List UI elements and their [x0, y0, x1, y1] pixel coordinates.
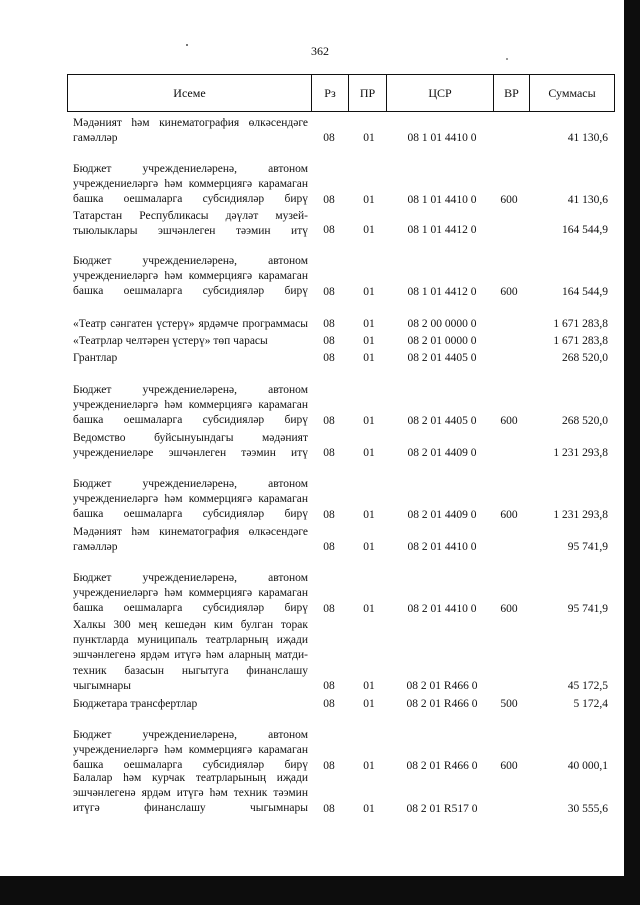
row-pr: 01 [363, 334, 375, 347]
row-sum: 1 671 283,8 [553, 317, 608, 330]
row-rz: 08 [323, 334, 335, 347]
row-sum: 41 130,6 [567, 193, 608, 206]
row-csr: 08 1 01 4412 0 [407, 285, 477, 298]
row-name: Бюджет учреждениеләренә, автоном учреждениеләргә һәм коммерциягә карамаган башка оешмаларга субсидияләр бирү [73, 572, 308, 615]
row-csr: 08 1 01 4412 0 [407, 223, 477, 236]
row-pr: 01 [363, 602, 375, 615]
row-pr: 01 [363, 285, 375, 298]
row-pr: 01 [363, 317, 375, 330]
row-csr: 08 2 01 4410 0 [407, 540, 477, 553]
row-csr: 08 2 01 R466 0 [406, 759, 478, 772]
row-name: «Театрлар челтәрен үстерү» төп чарасы [73, 335, 268, 347]
row-rz: 08 [323, 351, 335, 364]
row-pr: 01 [363, 446, 375, 459]
table-row [0, 618, 620, 694]
row-csr: 08 2 01 4405 0 [407, 351, 477, 364]
row-rz: 08 [323, 540, 335, 553]
table-row [0, 116, 620, 146]
row-name: Грантлар [73, 352, 118, 364]
row-name: Бюджетара трансфертлар [73, 698, 198, 710]
row-csr: 08 2 01 0000 0 [407, 334, 477, 347]
row-vr: 600 [500, 414, 518, 427]
row-sum: 268 520,0 [562, 351, 608, 364]
row-csr: 08 2 00 0000 0 [407, 317, 477, 330]
row-csr: 08 2 01 4409 0 [407, 446, 477, 459]
row-pr: 01 [363, 351, 375, 364]
row-csr: 08 2 01 4405 0 [407, 414, 477, 427]
table-row [0, 771, 620, 817]
table-row [0, 525, 620, 555]
row-rz: 08 [323, 193, 335, 206]
row-name: Бюджет учреждениеләренә, автоном учреждениеләргә һәм коммерциягә карамаган башка оешмаларга субсидияләр бирү [73, 729, 308, 772]
row-name: Бюджет учреждениеләренә, автоном учреждениеләргә һәм коммерциягә карамаган башка оешмаларга субсидияләр бирү [73, 384, 308, 427]
row-rz: 08 [323, 759, 335, 772]
row-rz: 08 [323, 679, 335, 692]
row-name: Татарстан Республикасы дәүләт музей-тыюлыклары эшчәнлеген тәэмин итү [73, 210, 308, 238]
row-name: Бюджет учреждениеләренә, автоном учреждениеләргә һәм коммерциягә карамаган башка оешмаларга субсидияләр бирү [73, 478, 308, 521]
table-row [0, 302, 620, 332]
row-csr: 08 2 01 4409 0 [407, 508, 477, 521]
row-pr: 01 [363, 697, 375, 710]
row-sum: 40 000,1 [567, 759, 608, 772]
row-vr: 500 [500, 697, 518, 710]
page-number: 362 [311, 44, 329, 58]
table-row [0, 696, 620, 712]
row-pr: 01 [363, 540, 375, 553]
row-pr: 01 [363, 508, 375, 521]
header-rz: Рз [312, 75, 349, 111]
header-csr: ЦСР [387, 75, 494, 111]
table-row [0, 209, 620, 238]
table-row [0, 350, 620, 366]
row-sum: 1 671 283,8 [553, 334, 608, 347]
row-rz: 08 [323, 223, 335, 236]
scan-border-bottom [0, 876, 640, 905]
row-csr: 08 1 01 4410 0 [407, 193, 477, 206]
row-sum: 5 172,4 [573, 697, 608, 710]
row-pr: 01 [363, 193, 375, 206]
row-rz: 08 [323, 602, 335, 615]
row-csr: 08 2 01 R466 0 [406, 697, 478, 710]
row-sum: 1 231 293,8 [553, 446, 608, 459]
row-vr: 600 [500, 759, 518, 772]
row-name: Мәдәният һәм кинематография өлкәсендәге гамәлләр [73, 117, 308, 145]
row-rz: 08 [323, 131, 335, 144]
header-vr: ВР [494, 75, 530, 111]
row-name: Балалар һәм курчак театрларының иҗади эшчәнлегенә ярдәм итүгә һәм техник тәэмин итүгә финанслашу чыгымнары [73, 772, 308, 815]
row-pr: 01 [363, 802, 375, 815]
row-rz: 08 [323, 697, 335, 710]
row-pr: 01 [363, 414, 375, 427]
table-row [0, 368, 620, 429]
table-row [0, 462, 620, 523]
table-row [0, 147, 620, 208]
row-sum: 164 544,9 [562, 285, 608, 298]
row-sum: 95 741,9 [567, 540, 608, 553]
header-pr: ПР [349, 75, 387, 111]
row-pr: 01 [363, 131, 375, 144]
row-rz: 08 [323, 802, 335, 815]
table-row [0, 431, 620, 461]
row-sum: 164 544,9 [562, 223, 608, 236]
row-rz: 08 [323, 317, 335, 330]
row-name: Халкы 300 мең кешедән ким булган торак пунктларда муниципаль театрларның иҗади эшчәнлегенә ярдәм итүгә һәм аларның матди-техник базасын ныгытуга финанслашу чыгымнары [73, 619, 308, 692]
row-csr: 08 2 01 4410 0 [407, 602, 477, 615]
row-sum: 45 172,5 [567, 679, 608, 692]
row-name: Мәдәният һәм кинематография өлкәсендәге гамәлләр [73, 526, 308, 554]
row-name: «Театр сәнгатен үстерү» ярдәмче программасы [73, 318, 308, 330]
row-name: Бюджет учреждениеләренә, автоном учреждениеләргә һәм коммерциягә карамаган башка оешмаларга субсидияләр бирү [73, 163, 308, 206]
row-csr: 08 2 01 R517 0 [406, 802, 478, 815]
row-csr: 08 1 01 4410 0 [407, 131, 477, 144]
table-row [0, 239, 620, 300]
row-rz: 08 [323, 285, 335, 298]
row-sum: 41 130,6 [567, 131, 608, 144]
table-row [0, 333, 620, 349]
header-sum: Суммасы [548, 86, 596, 100]
table-row [0, 556, 620, 617]
row-sum: 1 231 293,8 [553, 508, 608, 521]
row-rz: 08 [323, 508, 335, 521]
row-pr: 01 [363, 679, 375, 692]
row-vr: 600 [500, 285, 518, 298]
table-row [0, 713, 620, 774]
row-pr: 01 [363, 223, 375, 236]
row-rz: 08 [323, 446, 335, 459]
row-csr: 08 2 01 R466 0 [406, 679, 478, 692]
row-pr: 01 [363, 759, 375, 772]
row-vr: 600 [500, 602, 518, 615]
header-name: Исеме [68, 75, 312, 111]
row-sum: 95 741,9 [567, 602, 608, 615]
row-vr: 600 [500, 193, 518, 206]
row-name: Ведомство буйсынуындагы мәдәният учреждениеләре эшчәнлеген тәэмин итү [73, 432, 308, 460]
row-sum: 268 520,0 [562, 414, 608, 427]
row-rz: 08 [323, 414, 335, 427]
row-name: Бюджет учреждениеләренә, автоном учреждениеләргә һәм коммерциягә карамаган башка оешмаларга субсидияләр бирү [73, 255, 308, 298]
scan-border-right [624, 0, 640, 905]
row-vr: 600 [500, 508, 518, 521]
row-sum: 30 555,6 [567, 802, 608, 815]
